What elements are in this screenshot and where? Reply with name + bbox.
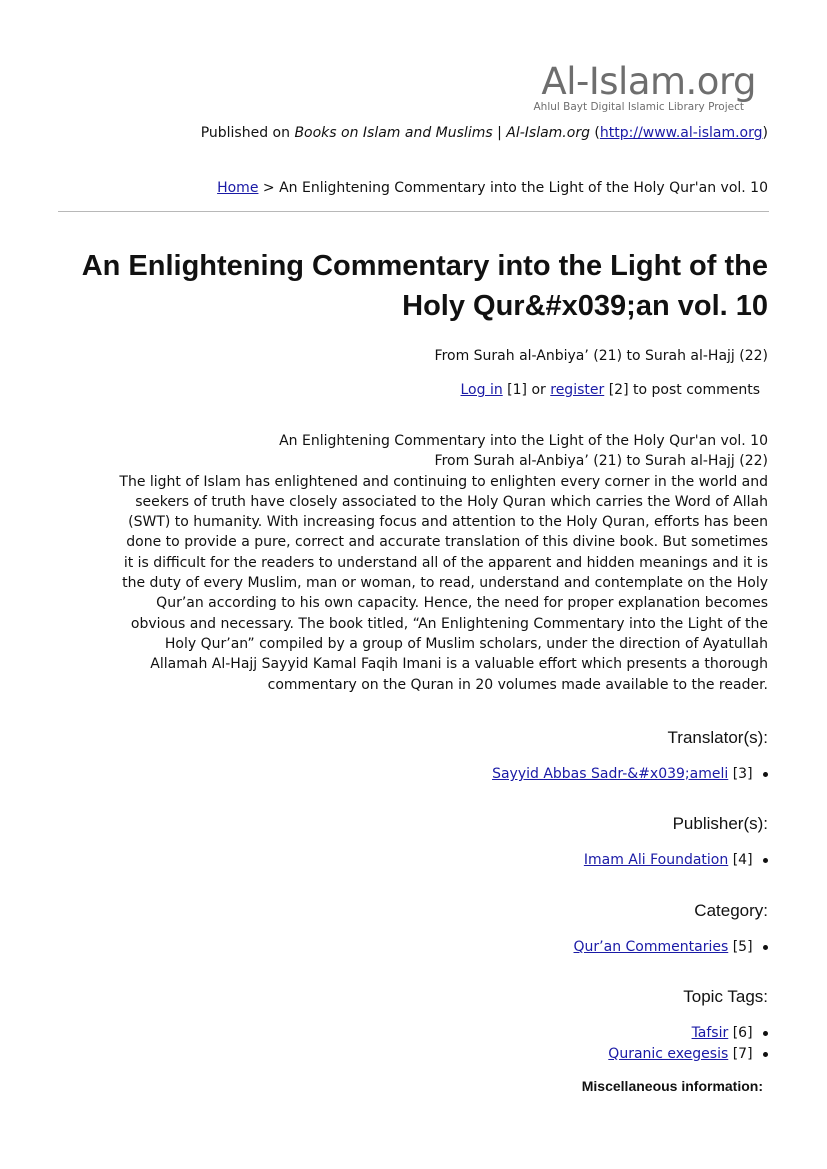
topic-tag-item <box>608 1045 768 1063</box>
description-line: done to provide a pure, correct and accurate translation of this divine book. But sometimes <box>126 534 768 551</box>
login-suffix: to post comments <box>633 382 760 398</box>
login-link[interactable]: Log in <box>460 382 503 398</box>
translators-heading: Translator(s): <box>667 728 768 747</box>
description-line: (SWT) to humanity. With increasing focus and attention to the Holy Quran, efforts has been <box>128 514 768 531</box>
description-line: From Surah al-Anbiya’ (21) to Surah al-Hajj (22) <box>434 453 768 470</box>
topic-tag-ref: [7] <box>732 1046 753 1062</box>
site-name: Books on Islam and Muslims | Al-Islam.org <box>294 125 590 141</box>
register-ref: [2] <box>608 382 629 398</box>
translator-link[interactable]: Sayyid Abbas Sadr-&#x039;ameli <box>492 766 729 782</box>
breadcrumb-current: An Enlightening Commentary into the Light of the Holy Qur'an vol. 10 <box>279 180 768 196</box>
divider <box>58 211 769 212</box>
login-line <box>461 381 761 399</box>
description-line: obvious and necessary. The book titled, “An Enlightening Commentary into the Light of the <box>130 615 768 632</box>
login-or: or <box>531 382 546 398</box>
register-link[interactable]: register <box>550 382 605 398</box>
description-line: The light of Islam has enlightened and continuing to enlighten every corner in the world and <box>119 473 768 490</box>
bullet-icon <box>763 858 768 863</box>
description-line: Allamah Al-Hajj Sayyid Kamal Faqih Imani is a valuable effort which presents a thorough <box>150 656 768 673</box>
logo-name: Al-Islam.org <box>541 60 756 103</box>
breadcrumb <box>217 179 768 197</box>
breadcrumb-home-link[interactable]: Home <box>217 180 259 196</box>
topic-tag-link[interactable]: Tafsir <box>691 1025 729 1041</box>
login-ref: [1] <box>507 382 528 398</box>
description-line: Holy Qur’an” compiled by a group of Muslim scholars, under the direction of Ayatullah <box>164 635 768 652</box>
description-line: commentary on the Quran in 20 volumes made available to the reader. <box>267 676 768 693</box>
published-line <box>201 124 768 142</box>
publisher-ref: [4] <box>732 852 753 868</box>
topic-tag-link[interactable]: Quranic exegesis <box>608 1046 729 1062</box>
bullet-icon <box>763 772 768 777</box>
translator-ref: [3] <box>732 766 753 782</box>
description-line: Qur’an according to his own capacity. Hence, the need for proper explanation becomes <box>156 595 768 612</box>
published-prefix: Published on <box>200 125 290 141</box>
bullet-icon <box>763 1031 768 1036</box>
logo-tagline: Ahlul Bayt Digital Islamic Library Project <box>533 101 744 113</box>
misc-heading: Miscellaneous information: <box>581 1078 763 1094</box>
bullet-icon <box>763 945 768 950</box>
description-line: the duty of every Muslim, man or woman, to read, understand and contemplate on the Holy <box>122 575 768 592</box>
publisher-item <box>584 851 768 869</box>
category-link[interactable]: Qur’an Commentaries <box>573 939 729 955</box>
page-title: An Enlightening Commentary into the Light of the Holy Qur&#x039;an vol. 10 <box>81 250 768 322</box>
page-subtitle: From Surah al-Anbiya’ (21) to Surah al-Hajj (22) <box>434 348 768 364</box>
site-logo <box>516 62 756 122</box>
site-url-link[interactable]: http://www.al-islam.org <box>599 125 763 141</box>
publishers-heading: Publisher(s): <box>672 814 768 833</box>
book-description <box>58 431 768 695</box>
category-heading: Category: <box>694 901 768 920</box>
topic-tag-ref: [6] <box>732 1025 753 1041</box>
category-item <box>574 938 768 956</box>
breadcrumb-separator: > <box>262 180 275 196</box>
translator-item <box>492 765 768 783</box>
topic-tag-item <box>692 1024 768 1042</box>
open-paren: ( <box>594 125 600 141</box>
bullet-icon <box>763 1052 768 1057</box>
publisher-link[interactable]: Imam Ali Foundation <box>583 852 729 868</box>
category-ref: [5] <box>732 939 753 955</box>
description-line: An Enlightening Commentary into the Light of the Holy Qur'an vol. 10 <box>279 433 768 449</box>
close-paren: ) <box>762 125 768 141</box>
description-line: it is difficult for the readers to understand all of the apparent and hidden meanings and it is <box>123 554 768 571</box>
description-line: seekers of truth have closely associated to the Holy Quran which carries the Word of Allah <box>135 493 768 510</box>
topic-tags-heading: Topic Tags: <box>683 987 768 1006</box>
